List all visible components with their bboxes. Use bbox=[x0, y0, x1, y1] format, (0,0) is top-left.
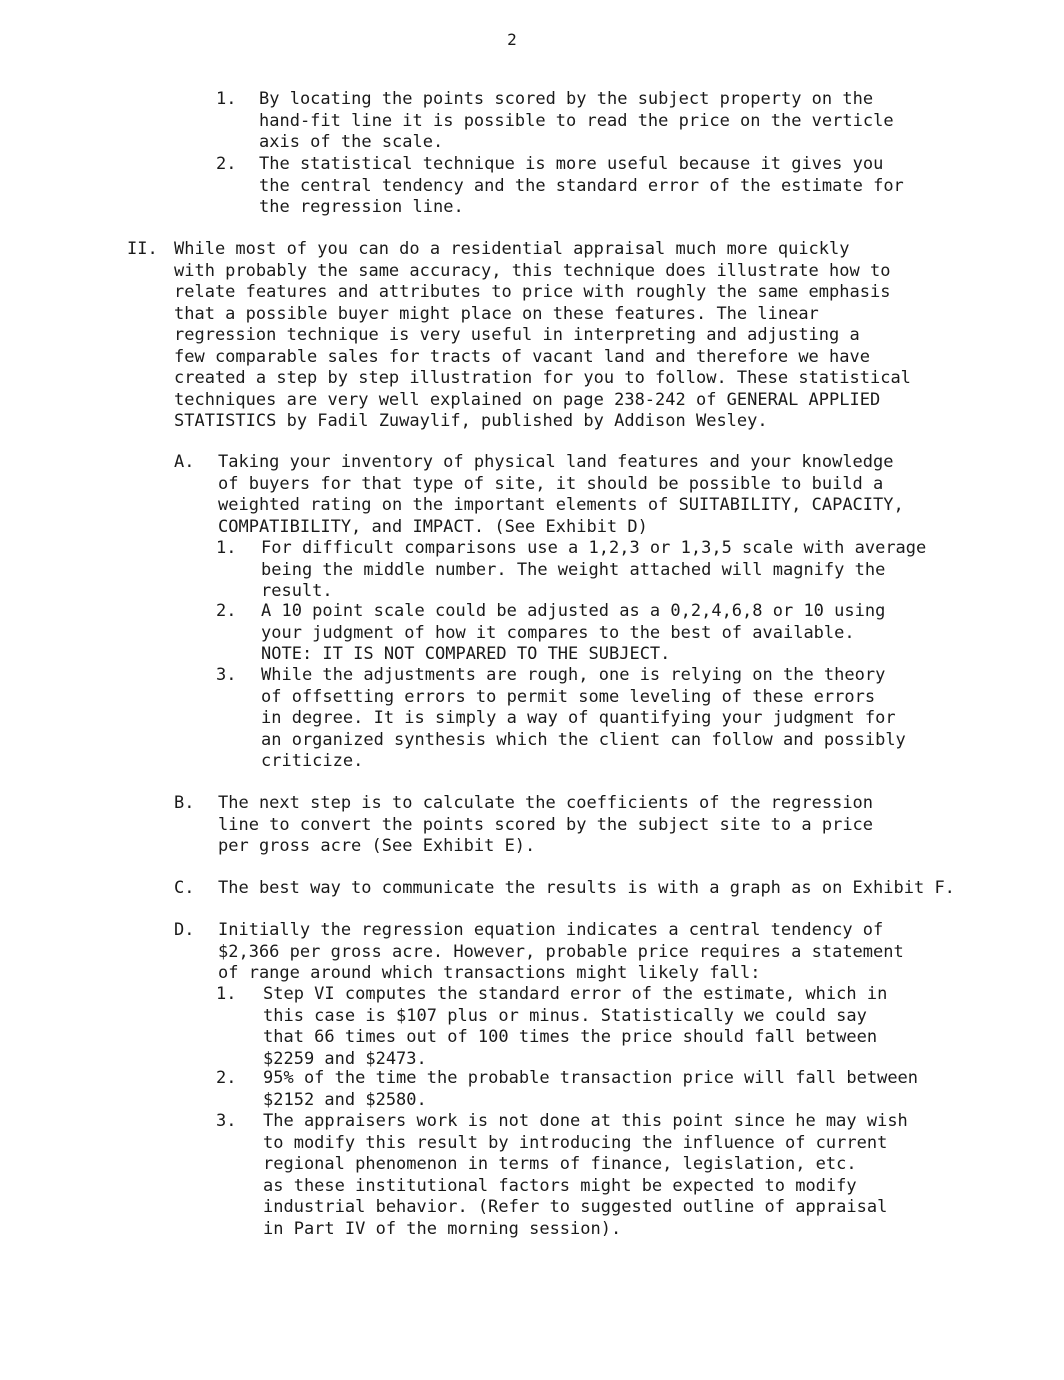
paragraph-text bbox=[259, 154, 904, 219]
list-marker: 3. bbox=[216, 1111, 237, 1131]
text-line: in Part IV of the morning session). bbox=[263, 1218, 622, 1239]
text-line: created a step by step illustration for you to follow. These statistical bbox=[174, 368, 911, 388]
section-marker: A. bbox=[174, 452, 195, 472]
text-line: The appraisers work is not done at this point since he may wish bbox=[263, 1111, 908, 1131]
text-line: of range around which transactions might likely fall: bbox=[218, 963, 761, 983]
list-marker: 1. bbox=[216, 538, 237, 558]
text-line: 95% of the time the probable transaction price will fall between bbox=[263, 1068, 919, 1088]
text-line: techniques are very well explained on page 238-242 of GENERAL APPLIED bbox=[174, 389, 881, 410]
text-line: $2259 and $2473. bbox=[263, 1048, 427, 1069]
text-line: axis of the scale. bbox=[259, 132, 444, 152]
text-line: to modify this result by introducing the influence of current bbox=[263, 1132, 888, 1153]
paragraph-text bbox=[263, 984, 887, 1070]
text-line: regional phenomenon in terms of finance, legislation, etc. bbox=[263, 1154, 857, 1174]
text-line: few comparable sales for tracts of vacant land and therefore we have bbox=[174, 346, 870, 367]
text-line: The next step is to calculate the coefficients of the regression bbox=[218, 793, 874, 813]
section-marker: B. bbox=[174, 793, 195, 813]
text-line: By locating the points scored by the subject property on the bbox=[259, 89, 874, 109]
text-line: Step VI computes the standard error of the estimate, which in bbox=[263, 984, 888, 1004]
text-line: A 10 point scale could be adjusted as a 0,2,4,6,8 or 10 using bbox=[261, 601, 886, 621]
text-line: industrial behavior. (Refer to suggested outline of appraisal bbox=[263, 1197, 888, 1217]
text-line: For difficult comparisons use a 1,2,3 or 1,3,5 scale with average bbox=[261, 538, 927, 558]
text-line: criticize. bbox=[261, 751, 364, 771]
text-line: While most of you can do a residential appraisal much more quickly bbox=[174, 239, 850, 259]
text-line: that 66 times out of 100 times the price should fall between bbox=[263, 1027, 878, 1047]
list-marker: 2. bbox=[216, 1068, 237, 1088]
list-marker: 3. bbox=[216, 665, 237, 685]
text-line: NOTE: IT IS NOT COMPARED TO THE SUBJECT. bbox=[261, 644, 671, 664]
text-line: line to convert the points scored by the subject site to a price bbox=[218, 814, 874, 835]
text-line: in degree. It is simply a way of quantifying your judgment for bbox=[261, 708, 896, 728]
text-line: The best way to communicate the results is with a graph as on Exhibit F. bbox=[218, 878, 955, 898]
text-line: your judgment of how it compares to the best of available. bbox=[261, 622, 855, 643]
section-marker: D. bbox=[174, 920, 195, 940]
text-line: COMPATIBILITY, and IMPACT. (See Exhibit D) bbox=[218, 516, 648, 537]
paragraph-text bbox=[218, 793, 873, 858]
text-line: with probably the same accuracy, this technique does illustrate how to bbox=[174, 260, 891, 281]
text-line: that a possible buyer might place on these features. The linear bbox=[174, 303, 819, 324]
paragraph-text bbox=[218, 920, 904, 985]
text-line: result. bbox=[261, 581, 333, 601]
paragraph-text bbox=[263, 1068, 918, 1111]
paragraph-text bbox=[263, 1111, 908, 1240]
text-line: regression technique is very useful in interpreting and adjusting a bbox=[174, 325, 860, 345]
paragraph-text bbox=[174, 239, 911, 433]
text-line: an organized synthesis which the client can follow and possibly bbox=[261, 729, 906, 750]
list-marker: 2. bbox=[216, 154, 237, 174]
text-line: While the adjustments are rough, one is relying on the theory bbox=[261, 665, 886, 685]
section-marker: C. bbox=[174, 878, 195, 898]
text-line: hand-fit line it is possible to read the price on the verticle bbox=[259, 110, 894, 131]
list-marker: 1. bbox=[216, 89, 237, 109]
paragraph-text bbox=[261, 665, 906, 773]
paragraph-text bbox=[261, 538, 926, 603]
text-line: being the middle number. The weight attached will magnify the bbox=[261, 559, 886, 580]
text-line: this case is $107 plus or minus. Statistically we could say bbox=[263, 1005, 867, 1026]
text-line: $2152 and $2580. bbox=[263, 1089, 427, 1110]
page-number: 2 bbox=[507, 30, 517, 49]
list-marker: 2. bbox=[216, 601, 237, 621]
paragraph-text bbox=[218, 878, 955, 900]
text-line: the central tendency and the standard error of the estimate for bbox=[259, 175, 904, 196]
text-line: the regression line. bbox=[259, 197, 464, 217]
text-line: as these institutional factors might be expected to modify bbox=[263, 1175, 857, 1196]
text-line: Initially the regression equation indicates a central tendency of bbox=[218, 920, 884, 940]
paragraph-text bbox=[218, 452, 904, 538]
list-marker: 1. bbox=[216, 984, 237, 1004]
text-line: STATISTICS by Fadil Zuwaylif, published by Addison Wesley. bbox=[174, 411, 768, 431]
text-line: of offsetting errors to permit some leveling of these errors bbox=[261, 686, 876, 707]
text-line: relate features and attributes to price with roughly the same emphasis bbox=[174, 282, 891, 302]
text-line: per gross acre (See Exhibit E). bbox=[218, 836, 536, 856]
text-line: The statistical technique is more useful because it gives you bbox=[259, 154, 884, 174]
text-line: $2,366 per gross acre. However, probable price requires a statement bbox=[218, 941, 904, 962]
section-marker: II. bbox=[127, 239, 158, 259]
paragraph-text bbox=[259, 89, 894, 154]
paragraph-text bbox=[261, 601, 885, 666]
text-line: weighted rating on the important elements of SUITABILITY, CAPACITY, bbox=[218, 495, 904, 515]
text-line: of buyers for that type of site, it should be possible to build a bbox=[218, 473, 884, 494]
text-line: Taking your inventory of physical land features and your knowledge bbox=[218, 452, 894, 472]
